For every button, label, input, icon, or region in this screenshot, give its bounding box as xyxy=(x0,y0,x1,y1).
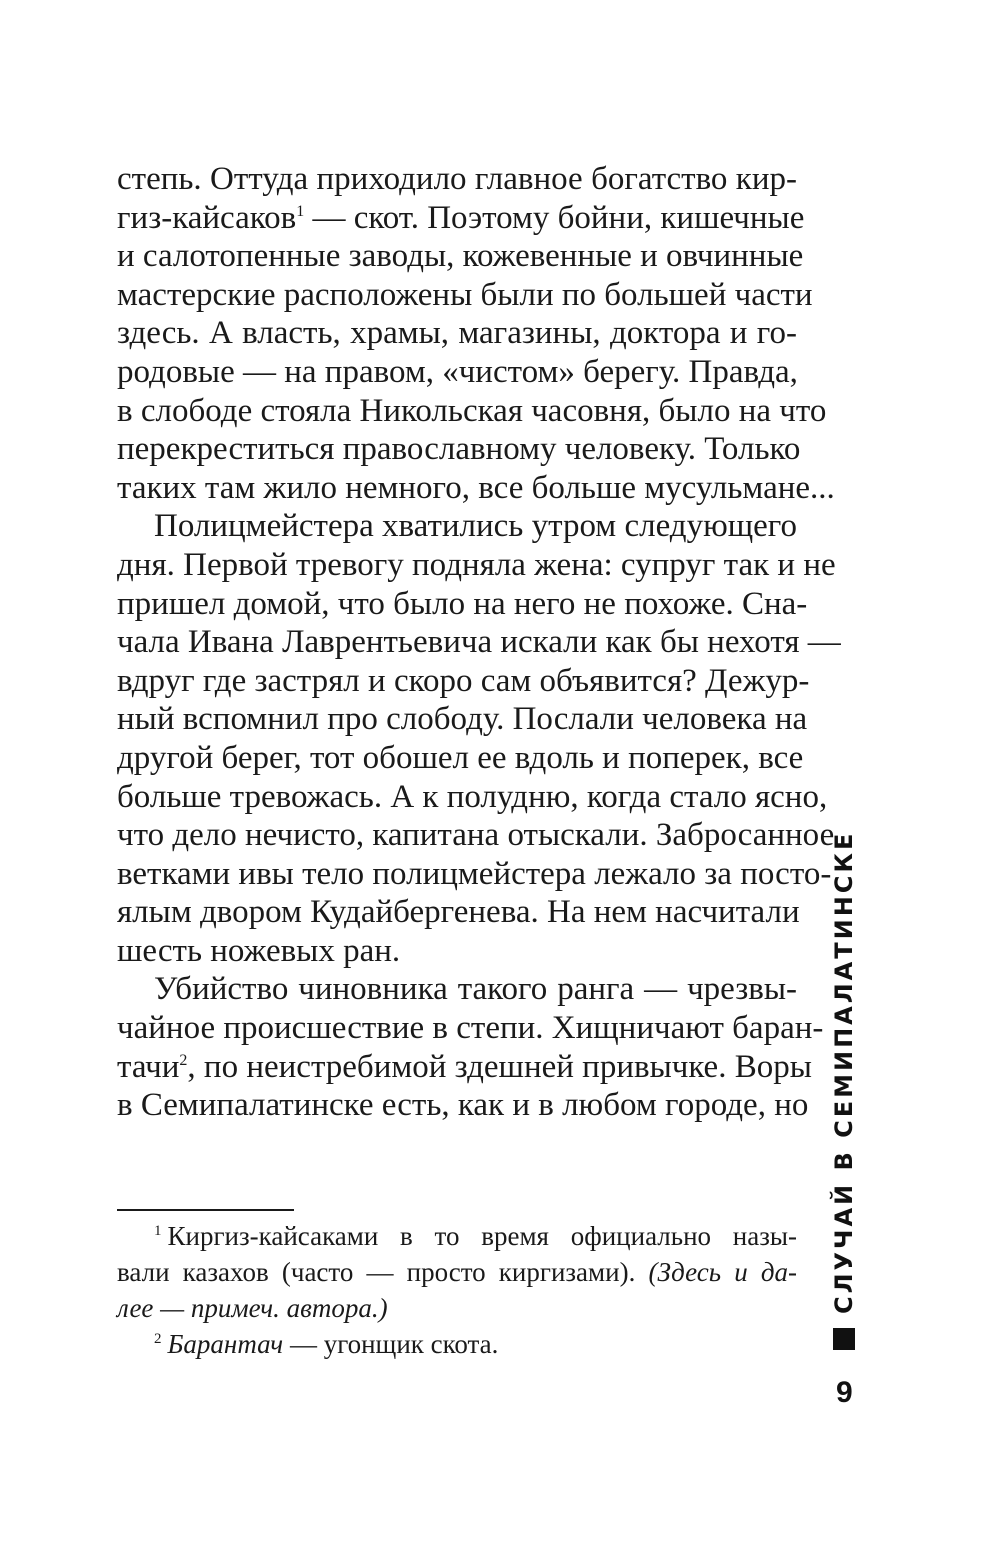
text-line: пришел домой, что было на него не похоже. Сна- xyxy=(117,585,808,622)
page-number: 9 xyxy=(836,1376,853,1409)
footnote-ref[interactable]: 2 xyxy=(179,1051,188,1069)
text-line: чайное происшествие в степи. Хищничают баран- xyxy=(117,1010,824,1047)
footnote-mark: 2 xyxy=(154,1331,162,1347)
running-title xyxy=(832,831,856,1350)
footnote-1-cont: лее — примеч. автора.) xyxy=(117,1293,388,1323)
footnote-divider xyxy=(117,1209,294,1211)
text-line: дня. Первой тревогу подняла жена: супруг так и не xyxy=(117,546,836,583)
text-line: чала Ивана Лаврентьевича искали как бы нехотя — xyxy=(117,624,841,661)
square-bullet-icon xyxy=(833,1328,855,1350)
text-line: тачи$^2$, по неистребимой здешней привычке. Воры xyxy=(117,1048,812,1085)
text-line: таких там жило немного, все больше мусульмане... xyxy=(117,469,835,506)
text-line: в слободе стояла Никольская часовня, было на что xyxy=(117,392,827,429)
text-line: другой берег, тот обошел ее вдоль и поперек, все xyxy=(117,739,804,776)
text-line: вдруг где застрял и скоро сам объявится? Дежур- xyxy=(117,662,810,699)
text-line: больше тревожась. А к полудню, когда стало ясно, xyxy=(117,778,828,815)
footnote-1: $^1$ Киргиз-кайсаками в то время официально назы- xyxy=(154,1221,797,1251)
footnote-1-cont: вали казахов (часто — просто киргизами). (Здесь и да- xyxy=(117,1257,797,1287)
text-line: и салотопенные заводы, кожевенные и овчинные xyxy=(117,238,804,275)
footnotes xyxy=(117,1218,797,1362)
footnote-ref[interactable]: 1 xyxy=(296,202,305,220)
text-line: в Семипалатинске есть, как и в любом городе, но xyxy=(117,1087,809,1124)
main-text xyxy=(117,160,841,1125)
text-line: что дело нечисто, капитана отыскали. Забросанное xyxy=(117,817,835,854)
text-line: мастерские расположены были по большей части xyxy=(117,276,813,313)
text-line: ный вспомнил про слободу. Послали человека на xyxy=(117,701,808,738)
text-line: Полицмейстера хватились утром следующего xyxy=(154,508,797,545)
text-line: степь. Оттуда приходило главное богатство кир- xyxy=(117,161,797,197)
text-line: ветками ивы тело полицмейстера лежало за посто- xyxy=(117,855,832,892)
text-line: родовые — на правом, «чистом» берегу. Правда, xyxy=(117,353,798,390)
footnote-mark: 1 xyxy=(154,1223,162,1239)
text-line: ялым двором Кудайбергенева. На нем насчитали xyxy=(117,894,800,931)
text-line: шесть ножевых ран. xyxy=(117,932,401,969)
text-line: гиз-кайсаков$^1$ — скот. Поэтому бойни, кишечные xyxy=(117,199,805,236)
text-line: Убийство чиновника такого ранга — чрезвы- xyxy=(154,971,797,1008)
running-title-text: СЛУЧАЙ В СЕМИПАЛАТИНСКЕ xyxy=(830,830,858,1314)
text-line: здесь. А власть, храмы, магазины, доктора и го- xyxy=(117,315,797,352)
footnote-2: $^2$ Барантач — угонщик скота. xyxy=(154,1329,499,1359)
text-line: перекреститься православному человеку. Только xyxy=(117,431,801,468)
